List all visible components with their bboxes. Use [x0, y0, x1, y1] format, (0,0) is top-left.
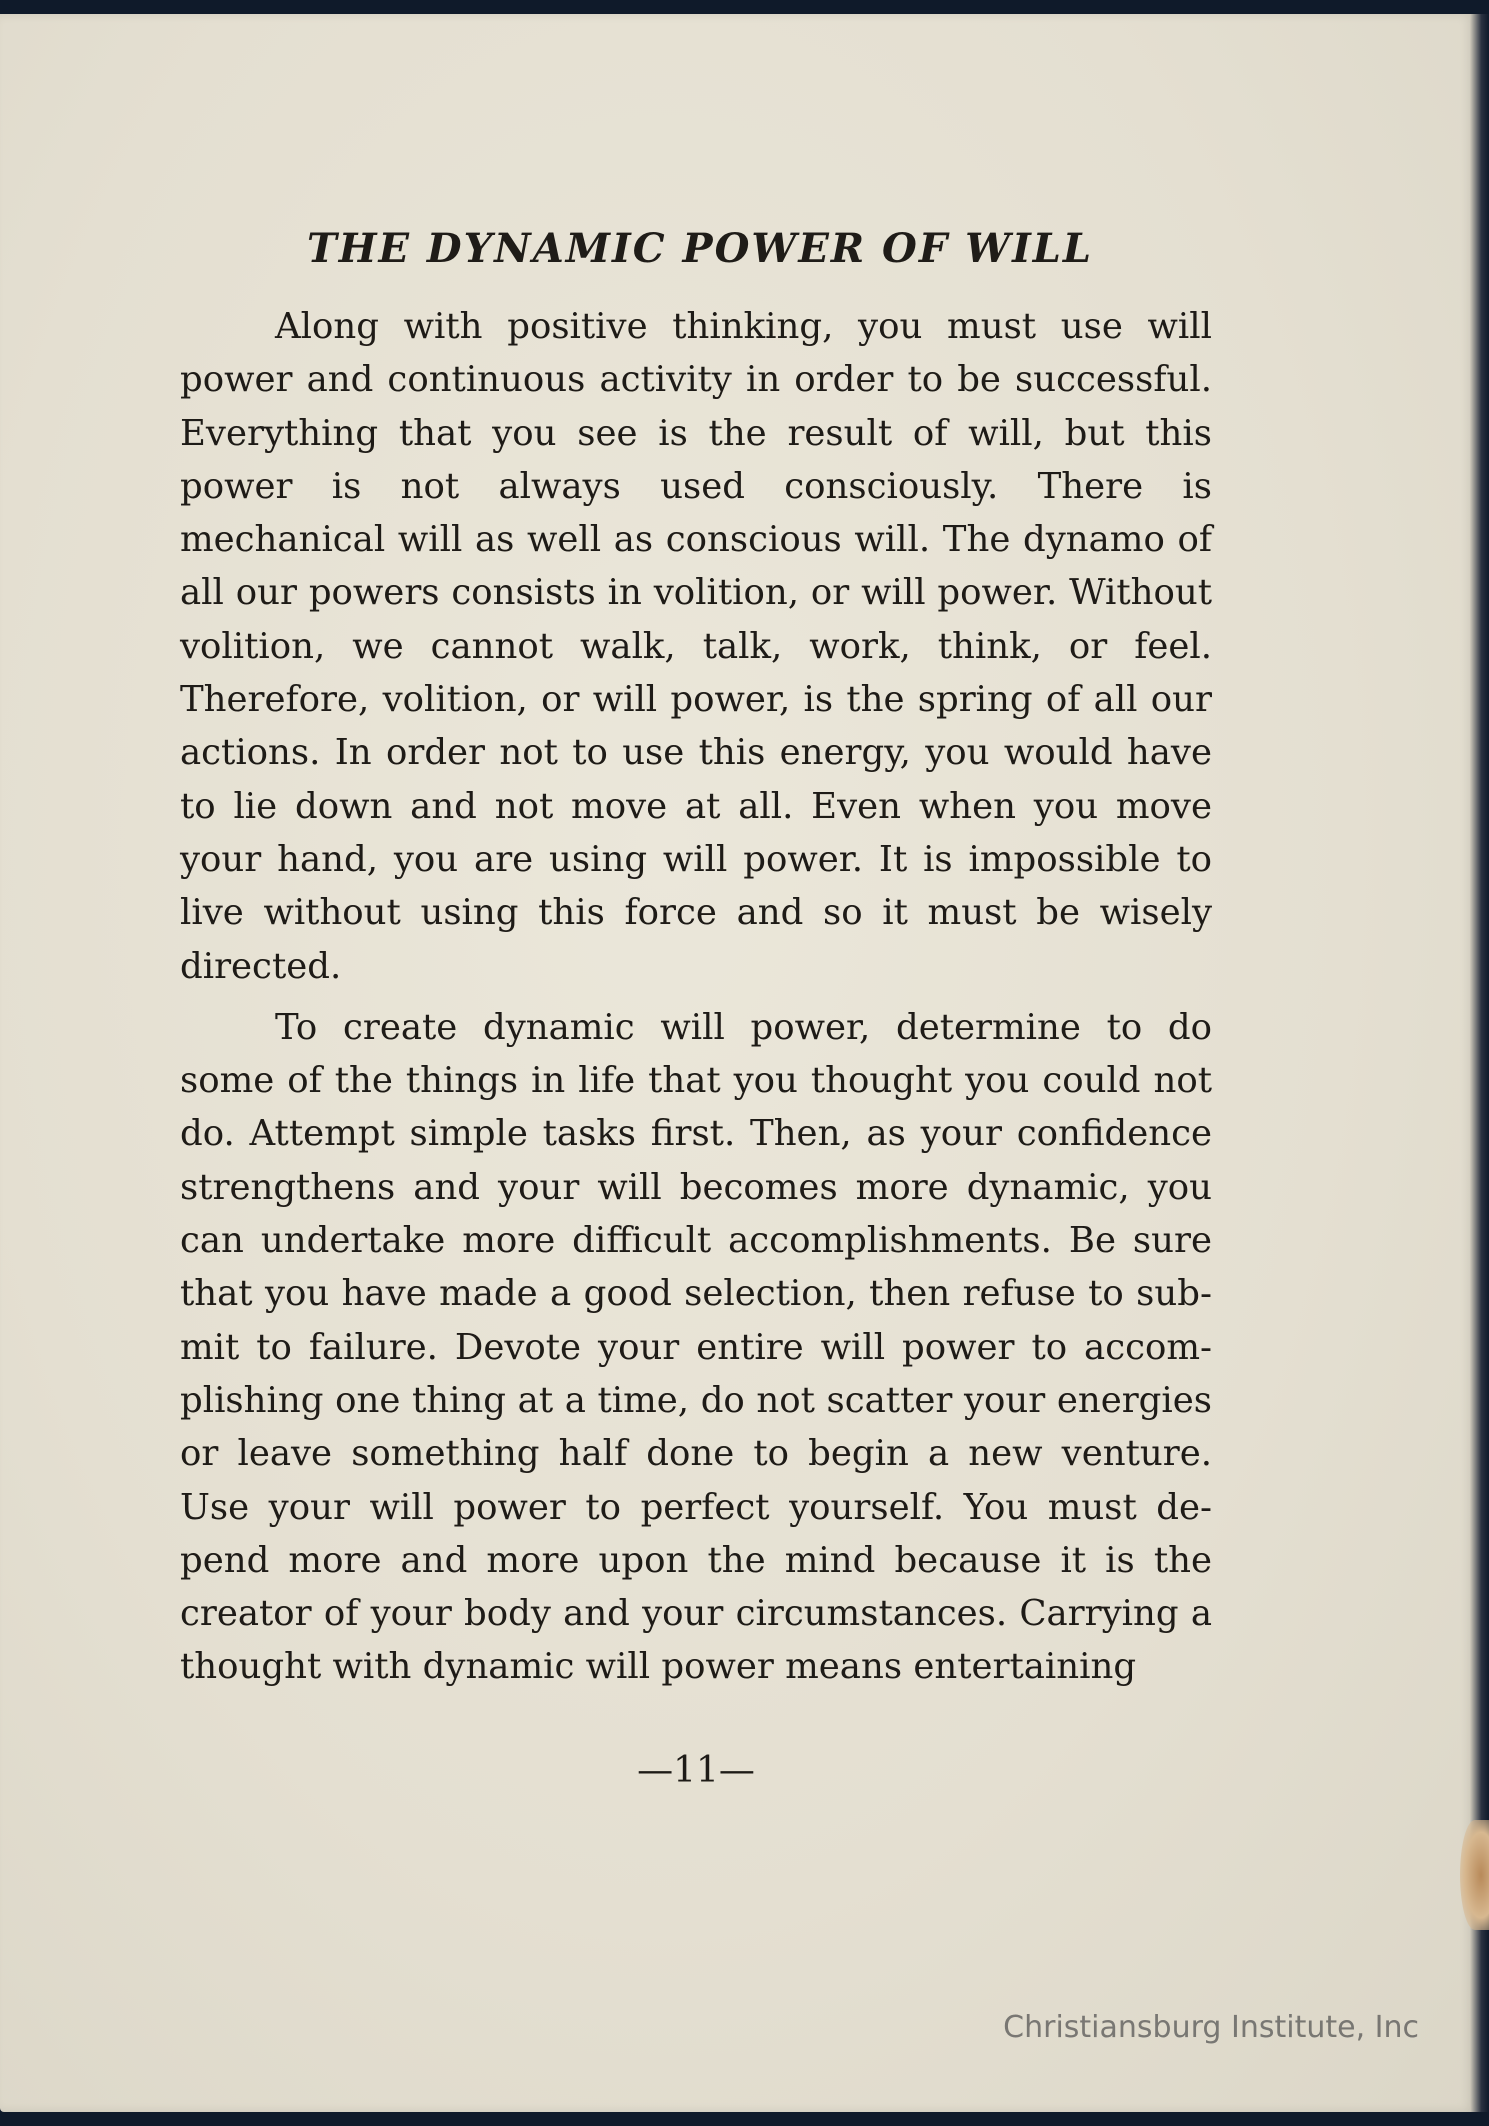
paper-stain	[1460, 1820, 1489, 1930]
body-text	[180, 300, 1212, 1702]
paragraph-1: Along with positive thinking, you must use will power and continuous activity in order to be successful. Everything that you see is the result of will, but this power is not always used consciously. There is mechanical will as well as conscious will. The dynamo of all our powers consists in volition, or will power. Without volition, we cannot walk, talk, work, think, or feel. Therefore, volition, or will power, is the spring of all our actions. In order not to use this energy, you would have to lie down and not move at all. Even when you move your hand, you are using will power. It is impossible to live without using this force and so it must be wisely directed.	[180, 306, 1212, 987]
page-edge	[1470, 14, 1489, 2112]
page-title: THE DYNAMIC POWER OF WILL	[306, 225, 1094, 272]
watermark: Christiansburg Institute, Inc	[1003, 2010, 1419, 2045]
page-number: —11—	[637, 1750, 755, 1791]
paragraph-2: To create dynamic will power, determine to do some of the things in life that you thought you could not do. Attempt simple tasks first. Then, as your confidence strengthens and your will becomes more dynamic, you can undertake more difficult accomplishments. Be sure that you have made a good selection, then refuse to sub-mit to failure. Devote your entire will power to accom-plishing one thing at a time, do not scatter your energies or leave something half done to begin a new venture. Use your will power to perfect yourself. You must de-pend more and more upon the mind because it is the creator of your body and your circumstances. Carrying a thought with dynamic will power means entertaining	[180, 1006, 1212, 1688]
